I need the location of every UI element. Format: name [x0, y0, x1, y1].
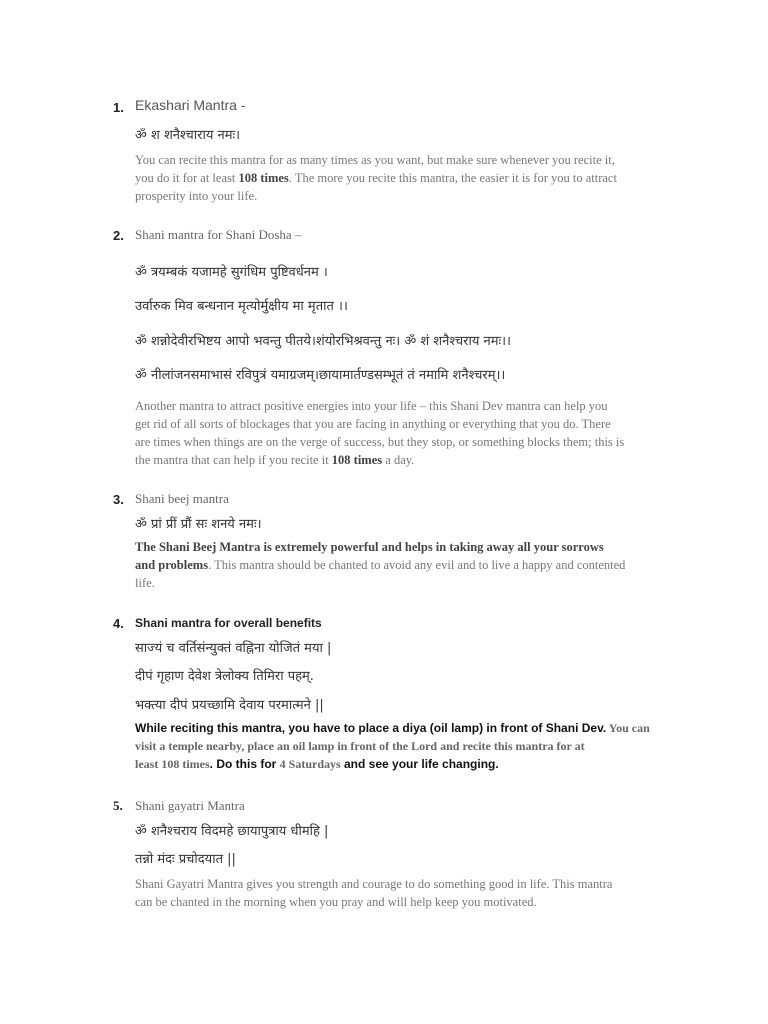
item-number: 5. — [113, 798, 123, 813]
mantra-line: ॐ शनैश्चराय विदमहे छायापुत्राय धीमहि | — [135, 824, 329, 839]
mantra-line: ॐ श शनैश्चाराय नमः। — [135, 128, 241, 143]
mantra-line: ॐ प्रां प्रीं प्रौं सः शनये नमः। — [135, 517, 262, 532]
mantra-line: ॐ शन्नोदेवीरभिष्टय आपो भवन्तु पीतये।शंयोरभिश्रवन्तु नः। ॐ शं शनैश्चराय नमः।। — [135, 334, 511, 349]
mantra-line: उर्वारुक मिव बन्धनान मृत्योर्मुक्षीय मा मृतात ।। — [135, 299, 348, 314]
item-description: The Shani Beej Mantra is extremely powerful and helps in taking away all your sorrows and problems. This mantra should be chanted to avoid any evil and to live a happy and contented life. — [135, 540, 626, 590]
item-description: Shani Gayatri Mantra gives you strength and courage to do something good in life. This mantra can be chanted in the morning when you pray and will help keep you motivated. — [135, 877, 613, 909]
item-heading: Ekashari Mantra - — [135, 97, 246, 113]
item-description: You can recite this mantra for as many times as you want, but make sure whenever you recite it, you do it for at least 108 times. The more you recite this mantra, the easier it is for you to attract prosperity into your life. — [135, 153, 617, 203]
item-number: 3. — [113, 492, 124, 507]
mantra-line: दीपं गृहाण देवेश त्रेलोक्य तिमिरा पहम्. — [135, 669, 314, 684]
mantra-line: भक्त्या दीपं प्रयच्छामि देवाय परमात्मने || — [135, 698, 324, 713]
item-heading: Shani mantra for Shani Dosha – — [135, 227, 302, 242]
item-description: While reciting this mantra, you have to place a diya (oil lamp) in front of Shani Dev. You can visit a temple nearby, place an oil lamp in front of the Lord and recite this mantra for at least 108 times. Do this for 4 Saturdays and see your life changing. — [135, 721, 650, 771]
mantra-line: ॐ नीलांजनसमाभासं रविपुत्रं यमाग्रजम्।छायामार्तण्डसम्भूतं तं नमामि शनैश्चरम्।। — [135, 368, 506, 383]
item-number: 4. — [113, 616, 124, 631]
mantra-line: साज्यं च वर्तिसंन्युक्तं वह्निना योजितं मया | — [135, 641, 332, 656]
item-number: 1. — [113, 100, 124, 115]
item-heading: Shani gayatri Mantra — [135, 798, 245, 813]
item-description: Another mantra to attract positive energies into your life – this Shani Dev mantra can help you get rid of all sorts of blockages that you are facing in anything or everything that you do. There are times when things are on the verge of success, but they stop, or something blocks them; this is the mantra that can help if you recite it 108 times a day. — [135, 399, 625, 467]
item-number: 2. — [113, 228, 124, 243]
item-heading: Shani beej mantra — [135, 491, 229, 506]
item-heading: Shani mantra for overall benefits — [135, 616, 322, 630]
mantra-line: ॐ त्रयम्बकं यजामहे सुगंधिम पुष्टिवर्धनम । — [135, 265, 328, 280]
mantra-line: तन्नो मंदः प्रचोदयात || — [135, 852, 236, 867]
